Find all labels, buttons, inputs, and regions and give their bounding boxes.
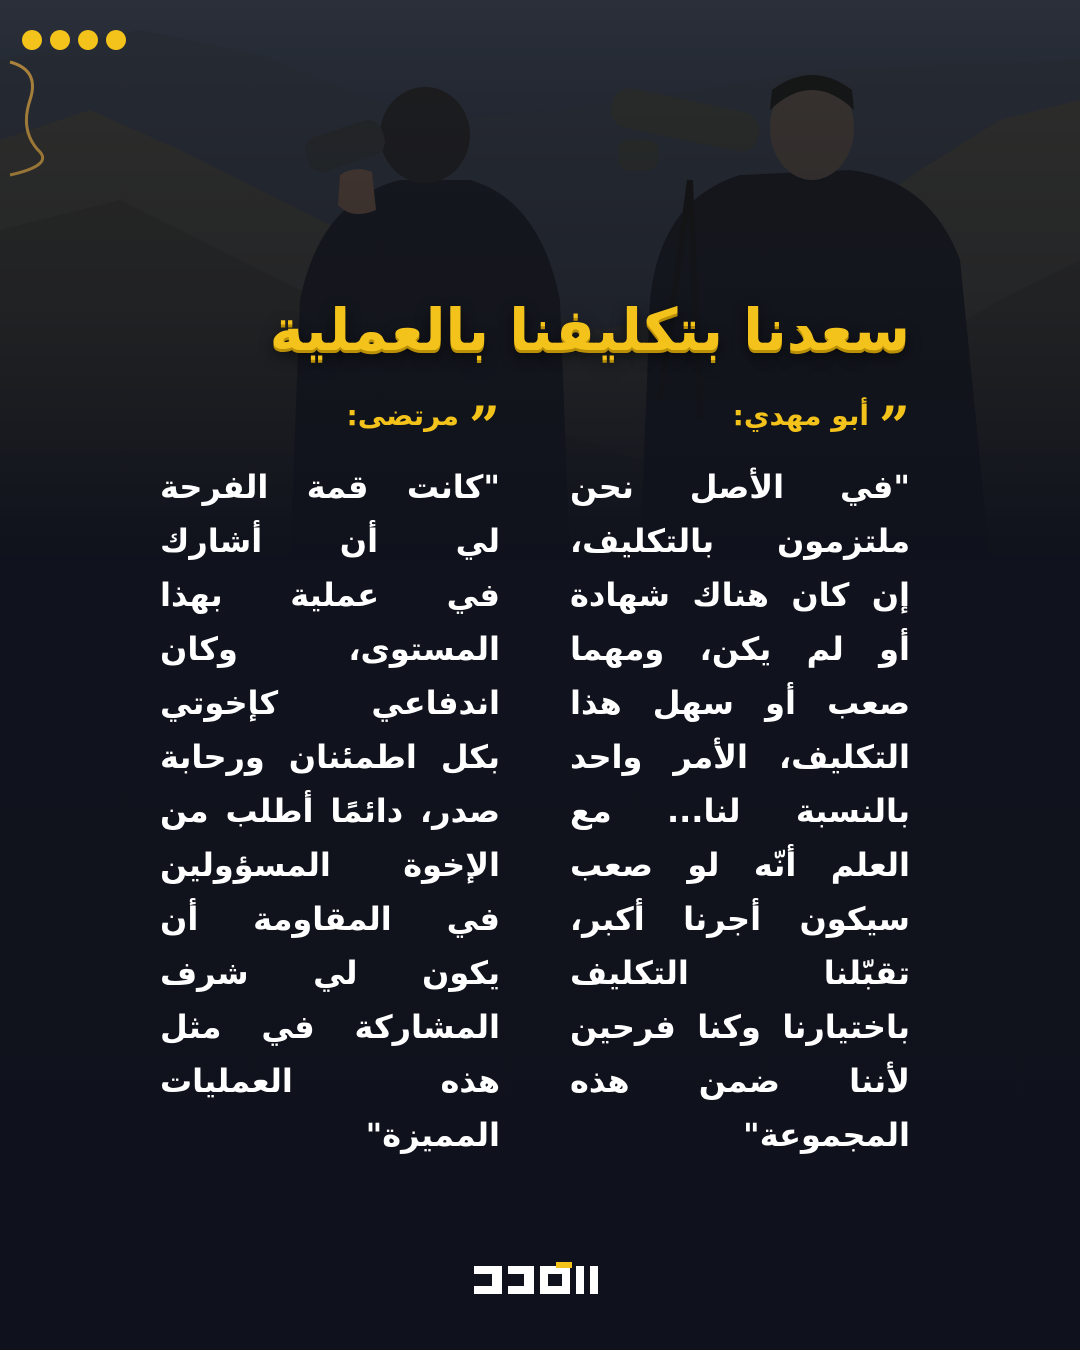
quote-line: بالنسبة لنا... مع bbox=[570, 792, 910, 830]
dot-icon bbox=[22, 30, 42, 50]
quote-line: "في الأصل نحن bbox=[570, 468, 910, 506]
speaker-name: أبو مهدي: bbox=[732, 399, 869, 432]
dot-icon bbox=[106, 30, 126, 50]
carousel-dots bbox=[22, 30, 126, 50]
speaker-header bbox=[160, 394, 500, 458]
quote-line: لأننا ضمن هذه bbox=[570, 1062, 910, 1100]
quote-mark-icon: ” bbox=[878, 394, 910, 458]
quote-mark-icon: ” bbox=[468, 394, 500, 458]
quote-line: اندفاعي كإخوتي bbox=[160, 684, 500, 722]
quote-line: التكليف، الأمر واحد bbox=[570, 738, 910, 776]
brand-logo-icon bbox=[472, 1262, 608, 1298]
quote-line: بكل اطمئنان ورحابة bbox=[160, 738, 500, 776]
quote-line: في عملية بهذا bbox=[160, 576, 500, 614]
quote-block-murtada bbox=[160, 394, 500, 1162]
quote-line: المستوى، وكان bbox=[160, 630, 500, 668]
quote-line: سيكون أجرنا أكبر، bbox=[570, 900, 910, 938]
quote-line: العلم أنّه لو صعب bbox=[570, 846, 910, 884]
dot-icon bbox=[50, 30, 70, 50]
quote-line: تقبّلنا التكليف bbox=[570, 954, 910, 992]
quote-line: باختيارنا وكنا فرحين bbox=[570, 1008, 910, 1046]
quote-line: "كانت قمة الفرحة bbox=[160, 468, 500, 506]
speaker-header bbox=[570, 394, 910, 458]
headline: سعدنا بتكليفنا بالعملية bbox=[269, 296, 910, 364]
dot-icon bbox=[78, 30, 98, 50]
speaker-name: مرتضى: bbox=[346, 399, 459, 432]
quote-line: صدر، دائمًا أطلب من bbox=[160, 792, 500, 830]
quote-block-abu-mahdi bbox=[570, 394, 910, 1162]
quote-line: أو لم يكن، ومهما bbox=[570, 630, 910, 668]
quote-text bbox=[160, 460, 500, 1162]
quote-line: يكون لي شرف bbox=[160, 954, 500, 992]
quote-line: صعب أو سهل هذا bbox=[570, 684, 910, 722]
quote-line: هذه العمليات bbox=[160, 1062, 500, 1100]
quote-line: الإخوة المسؤولين bbox=[160, 846, 500, 884]
quote-line: المشاركة في مثل bbox=[160, 1008, 500, 1046]
quote-line: المجموعة" bbox=[743, 1116, 910, 1154]
quote-line: لي أن أشارك bbox=[160, 522, 500, 560]
quote-line: في المقاومة أن bbox=[160, 900, 500, 938]
quote-line: ملتزمون بالتكليف، bbox=[570, 522, 910, 560]
quote-line: إن كان هناك شهادة bbox=[570, 576, 910, 614]
quote-text bbox=[570, 460, 910, 1162]
quote-line: المميزة" bbox=[365, 1116, 500, 1154]
